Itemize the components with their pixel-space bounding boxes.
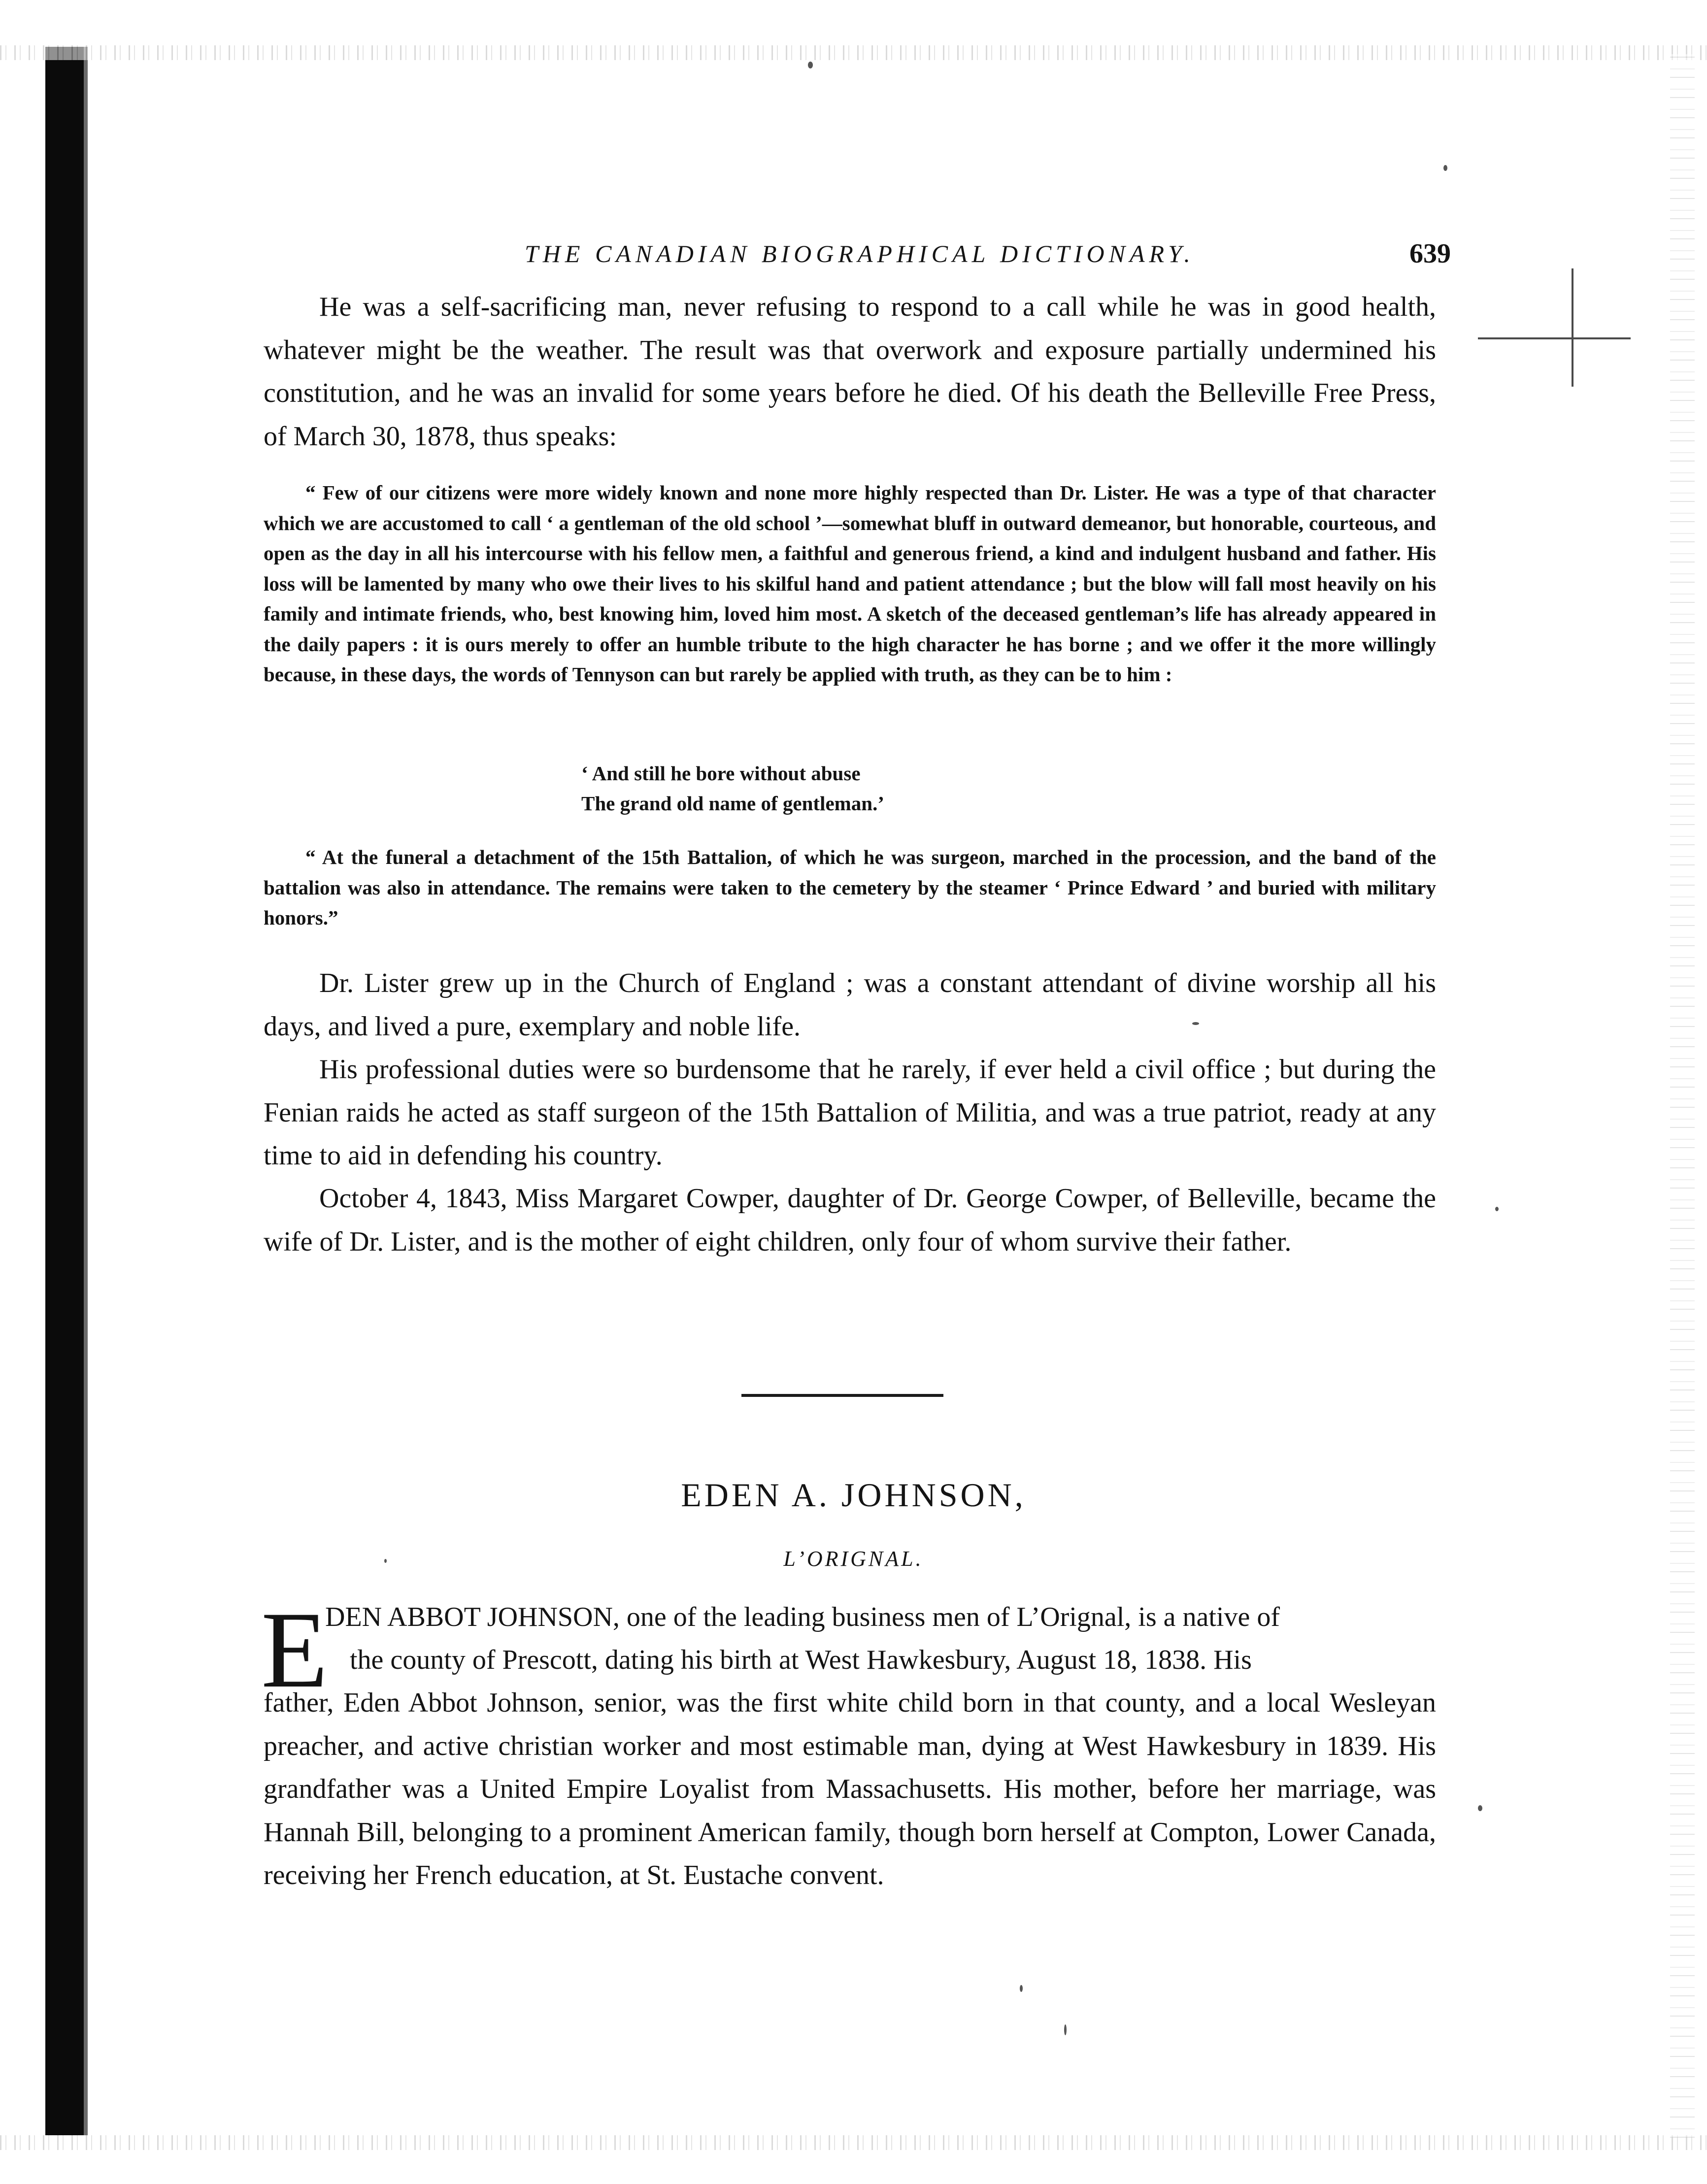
biography-body: father, Eden Abbot Johnson, senior, was the first white child born in that county, and a local Wesleyan preacher, and active christian worker and most estimable man, dying at West Hawkesbury in 1839. His grandfather was a United Empire Loyalist from Massachusetts. His mother, before her marriage, was Hannah Bill, belonging to a prominent American family, though born herself at Compton, Lower Canada, receiving her French education, at St. Eustache convent.: [264, 1688, 1436, 1890]
scan-speck: [1443, 165, 1447, 171]
verse-line: ‘ And still he bore without abuse: [581, 762, 861, 785]
paragraph-family: October 4, 1843, Miss Margaret Cowper, daughter of Dr. George Cowper, of Belleville, became the wife of Dr. Lister, and is the mother of eight children, only four of whom survive their father.: [264, 1183, 1436, 1257]
scan-noise-top: [0, 45, 1707, 60]
page-header: [525, 232, 1451, 276]
paragraph-lister-health: He was a self-sacrificing man, never refusing to respond to a call while he was in good health, whatever might be the weather. The result was that overwork and exposure partially undermined his constitution, and he was an invalid for some years before he died. Of his death the Belleville Free Press, of March 30, 1878, thus speaks:: [264, 292, 1436, 452]
binding-edge: [45, 47, 85, 2135]
scan-speck: [1478, 1805, 1482, 1811]
page-number: 639: [1409, 238, 1451, 269]
crop-mark-vertical: [1572, 268, 1573, 387]
paragraph-militia: His professional duties were so burdensome that he rarely, if ever held a civil office ; but during the Fenian raids he acted as staff surgeon of the 15th Battalion of Militia, and was a true patriot, ready at any time to aid in defending his country.: [264, 1054, 1436, 1171]
newspaper-quote-funeral: “ At the funeral a detachment of the 15th Battalion, of which he was surgeon, marched in the procession, and the band of the battalion was also in attendance. The remains were taken to the cemetery by the steamer ‘ Prince Edward ’ and buried with military honors.”: [264, 846, 1436, 929]
crop-mark-horizontal: [1478, 337, 1631, 339]
section-divider: [741, 1394, 943, 1397]
drop-cap: E: [261, 1606, 328, 1694]
verse-line: The grand old name of gentleman.’: [581, 792, 884, 815]
scan-speck: [1495, 1207, 1499, 1211]
binding-shadow: [84, 47, 88, 2135]
scan-noise-right: [1670, 54, 1695, 2138]
running-title: THE CANADIAN BIOGRAPHICAL DICTIONARY.: [525, 240, 1195, 267]
scan-speck: [808, 62, 813, 68]
biography-second-line: the county of Prescott, dating his birth at West Hawkesbury, August 18, 1838. His: [350, 1645, 1252, 1675]
scan-speck: [1020, 1985, 1023, 1992]
biography-place: L’ORIGNAL.: [783, 1547, 924, 1571]
newspaper-quote-paragraph: “ Few of our citizens were more widely known and none more highly respected than Dr. Lister. He was a type of that character which we are accustomed to call ‘ a gentleman of the old school ’—somewhat bluff in outward demeanor, but honorable, courteous, and open as the day in all his intercourse with his fellow men, a faithful and generous friend, a kind and indulgent husband and father. His loss will be lamented by many who owe their lives to his skilful hand and patient attendance ; but the blow will fall most heavily on his family and intimate friends, who, best knowing him, loved him most. A sketch of the deceased gentleman’s life has already appeared in the daily papers : it is ours merely to offer an humble tribute to the high character he has borne ; and we offer it the more willingly because, in these days, the words of Tennyson can but rarely be applied with truth, as they can be to him :: [264, 481, 1436, 686]
biography-first-line: DEN ABBOT JOHNSON, one of the leading business men of L’Orignal, is a native of: [325, 1602, 1280, 1632]
scan-noise-bottom: [0, 2135, 1707, 2150]
scan-speck: [1064, 2024, 1067, 2035]
biography-heading: EDEN A. JOHNSON,: [681, 1476, 1026, 1514]
paragraph-church: Dr. Lister grew up in the Church of England ; was a constant attendant of divine worship all his days, and lived a pure, exemplary and noble life.: [264, 968, 1436, 1042]
